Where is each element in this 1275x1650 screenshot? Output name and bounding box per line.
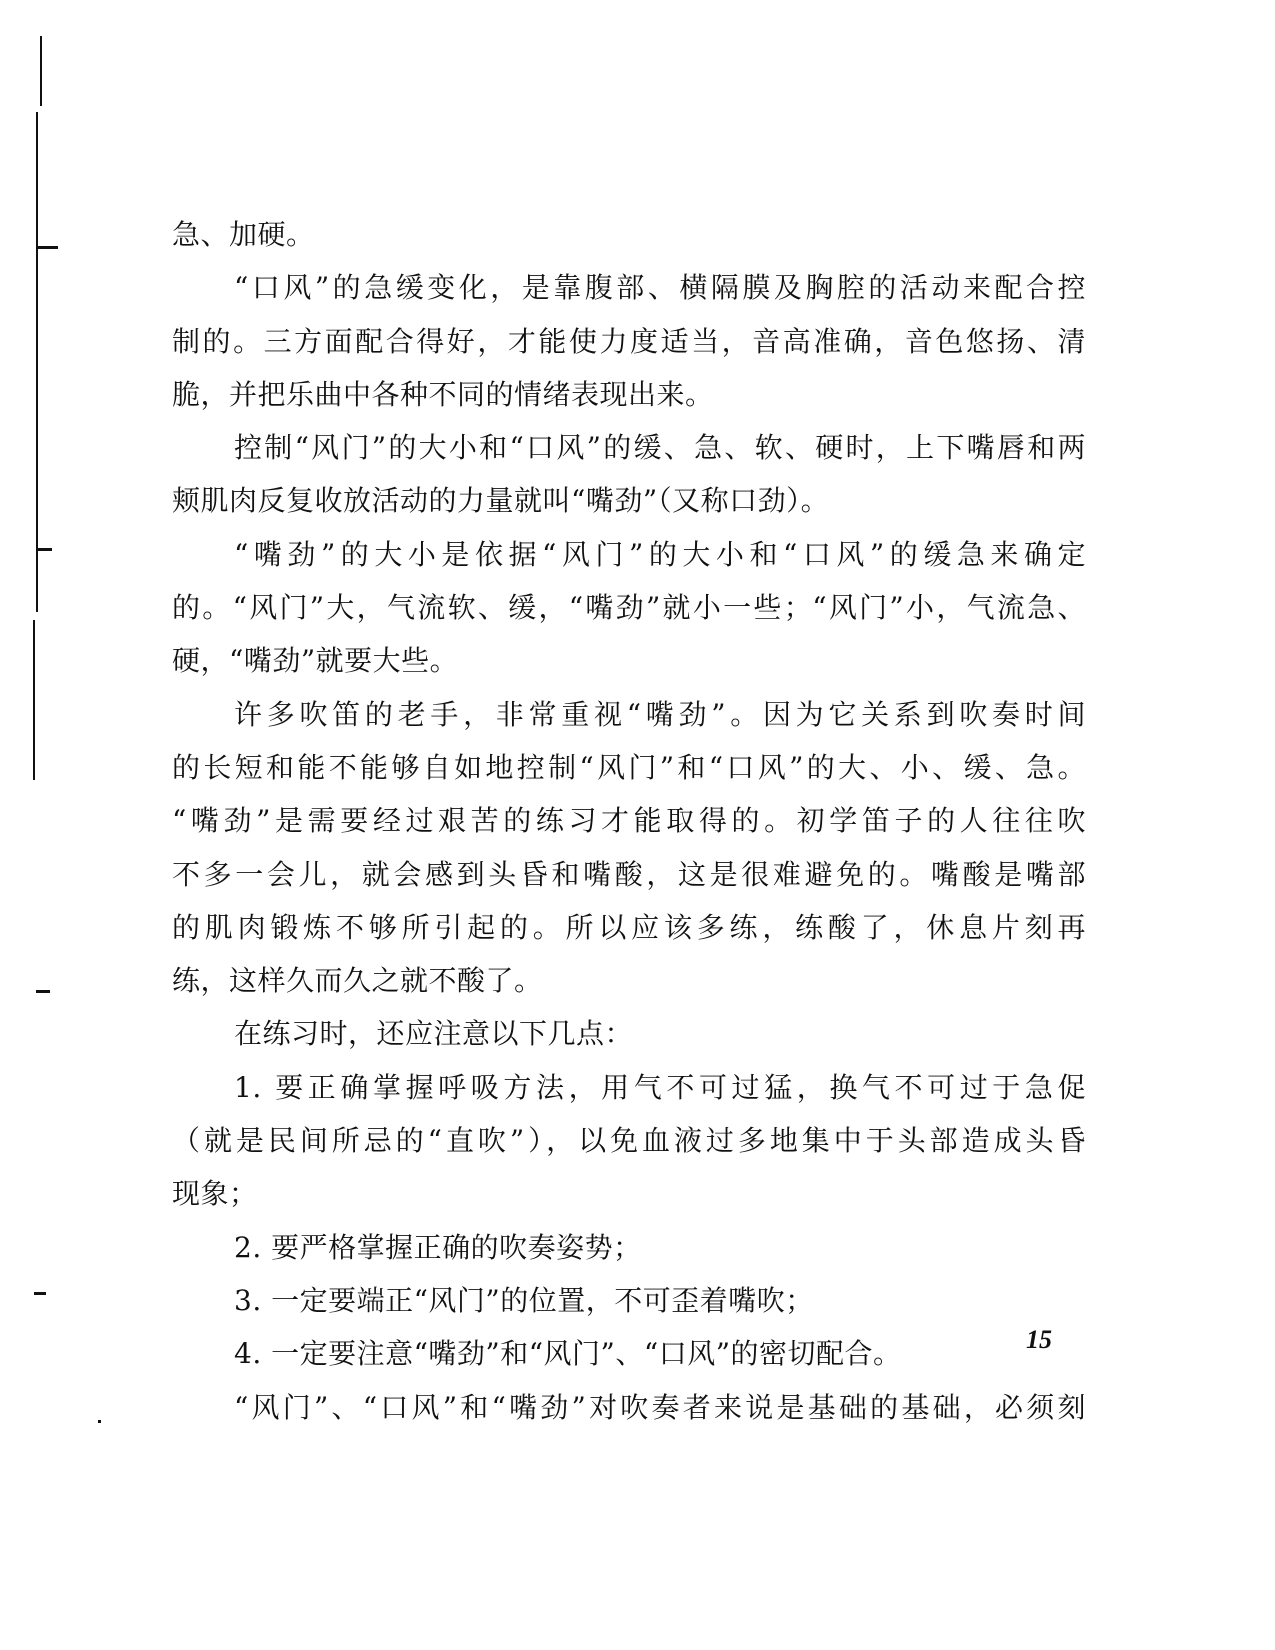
text-line: 现象； bbox=[172, 1177, 258, 1211]
text-line: 颊肌肉反复收放活动的力量就叫“嘴劲”（又称口劲）。 bbox=[172, 484, 830, 518]
scan-edge-line-middle bbox=[36, 112, 38, 612]
text-line: “嘴劲”是需要经过艰苦的练习才能取得的。初学笛子的人往往吹 bbox=[172, 804, 1086, 838]
body-text bbox=[172, 208, 1086, 1434]
scan-tick-mark bbox=[36, 548, 52, 551]
text-line: 制的。三方面配合得好，才能使力度适当，音高准确，音色悠扬、清 bbox=[172, 324, 1086, 358]
text-line: 的。“风门”大，气流软、缓，“嘴劲”就小一些；“风门”小，气流急、 bbox=[172, 591, 1086, 625]
text-line: 3. 一定要端正“风门”的位置，不可歪着嘴吹； bbox=[234, 1283, 814, 1317]
text-line: 急、加硬。 bbox=[172, 218, 315, 251]
scan-tick-mark bbox=[36, 990, 50, 993]
text-line: 许多吹笛的老手，非常重视“嘴劲”。因为它关系到吹奏时间 bbox=[234, 697, 1086, 731]
page-number: 15 bbox=[1026, 1325, 1052, 1354]
text-line: 在练习时，还应注意以下几点： bbox=[234, 1017, 634, 1051]
text-line: 2. 要严格掌握正确的吹奏姿势； bbox=[234, 1230, 642, 1264]
text-line: 脆，并把乐曲中各种不同的情绪表现出来。 bbox=[172, 377, 714, 411]
text-line: 硬，“嘴劲”就要大些。 bbox=[172, 644, 459, 678]
text-line: 不多一会儿，就会感到头昏和嘴酸，这是很难避免的。嘴酸是嘴部 bbox=[172, 857, 1086, 891]
text-line: “嘴劲”的大小是依据“风门”的大小和“口风”的缓急来确定 bbox=[234, 537, 1086, 571]
text-line: 控制“风门”的大小和“口风”的缓、急、软、硬时，上下嘴唇和两 bbox=[234, 431, 1086, 465]
scan-edge-line-top bbox=[40, 36, 42, 106]
text-line: “风门”、“口风”和“嘴劲”对吹奏者来说是基础的基础，必须刻 bbox=[234, 1390, 1086, 1424]
text-line: 1. 要正确掌握呼吸方法，用气不可过猛，换气不可过于急促 bbox=[234, 1070, 1086, 1104]
text-line: 练，这样久而久之就不酸了。 bbox=[172, 964, 543, 998]
scan-dot bbox=[98, 1420, 101, 1423]
text-line: 的长短和能不能够自如地控制“风门”和“口风”的大、小、缓、急。 bbox=[172, 750, 1086, 784]
text-line: 4. 一定要注意“嘴劲”和“风门”、“口风”的密切配合。 bbox=[234, 1337, 902, 1371]
text-line: “口风”的急缓变化，是靠腹部、横隔膜及胸腔的活动来配合控 bbox=[234, 271, 1086, 305]
scan-tick-mark bbox=[34, 1292, 46, 1295]
scan-tick-mark bbox=[36, 246, 58, 249]
text-line: （就是民间所忌的“直吹”），以免血液过多地集中于头部造成头昏 bbox=[172, 1124, 1086, 1158]
scan-edge-line-lower bbox=[33, 620, 35, 780]
text-line: 的肌肉锻炼不够所引起的。所以应该多练，练酸了，休息片刻再 bbox=[172, 910, 1086, 944]
